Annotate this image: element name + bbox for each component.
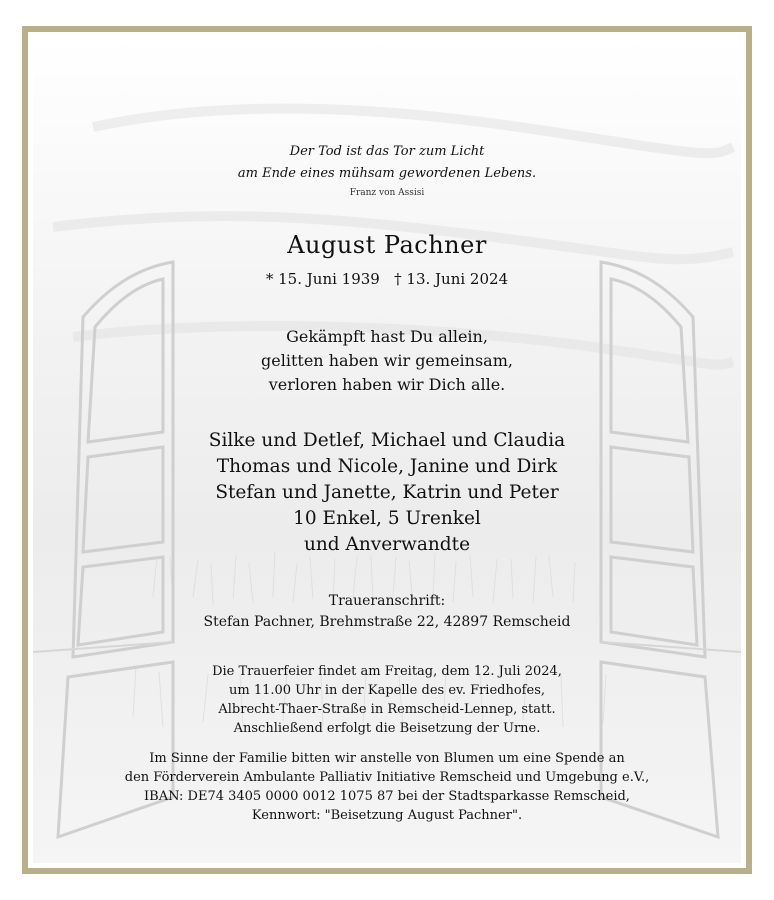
poem-line: Gekämpft hast Du allein, — [286, 327, 488, 346]
address-label: Traueranschrift: — [328, 593, 446, 609]
donation-line: IBAN: DE74 3405 0000 0012 1075 87 bei der Stadtsparkasse Remscheid, — [144, 789, 630, 804]
life-dates: * 15. Juni 1939 † 13. Juni 2024 — [265, 270, 509, 288]
mourner-line: Silke und Detlef, Michael und Claudia — [208, 430, 566, 451]
mourner-line: Thomas und Nicole, Janine und Dirk — [216, 456, 558, 477]
quote-author: Franz von Assisi — [349, 188, 425, 198]
ceremony-line: Anschließend erfolgt die Beisetzung der Urne. — [233, 721, 541, 736]
donation-line: Im Sinne der Familie bitten wir anstelle von Blumen um eine Spende an — [149, 751, 625, 766]
poem-line: verloren haben wir Dich alle. — [268, 375, 506, 394]
ceremony-line: Albrecht-Thaer-Straße in Remscheid-Lennep, statt. — [218, 702, 556, 717]
quote-line-1: Der Tod ist das Tor zum Licht — [289, 144, 485, 159]
quote-line-2: am Ende eines mühsam gewordenen Lebens. — [237, 166, 537, 181]
mourner-line: 10 Enkel, 5 Urenkel — [293, 508, 481, 529]
mourner-line: Stefan und Janette, Katrin und Peter — [215, 482, 559, 503]
mourner-line: und Anverwandte — [303, 534, 471, 555]
poem-line: gelitten haben wir gemeinsam, — [261, 351, 513, 370]
deceased-name: August Pachner — [287, 231, 487, 259]
obituary-frame — [22, 26, 752, 874]
donation-line: Kennwort: "Beisetzung August Pachner". — [251, 808, 523, 823]
address-value: Stefan Pachner, Brehmstraße 22, 42897 Remscheid — [203, 614, 571, 630]
obituary-card — [33, 37, 741, 863]
ceremony-line: Die Trauerfeier findet am Freitag, dem 12. Juli 2024, — [212, 664, 562, 679]
ceremony-line: um 11.00 Uhr in der Kapelle des ev. Friedhofes, — [229, 683, 545, 698]
donation-line: den Förderverein Ambulante Palliativ Initiative Remscheid und Umgebung e.V., — [124, 770, 650, 785]
obituary-text — [33, 37, 741, 863]
